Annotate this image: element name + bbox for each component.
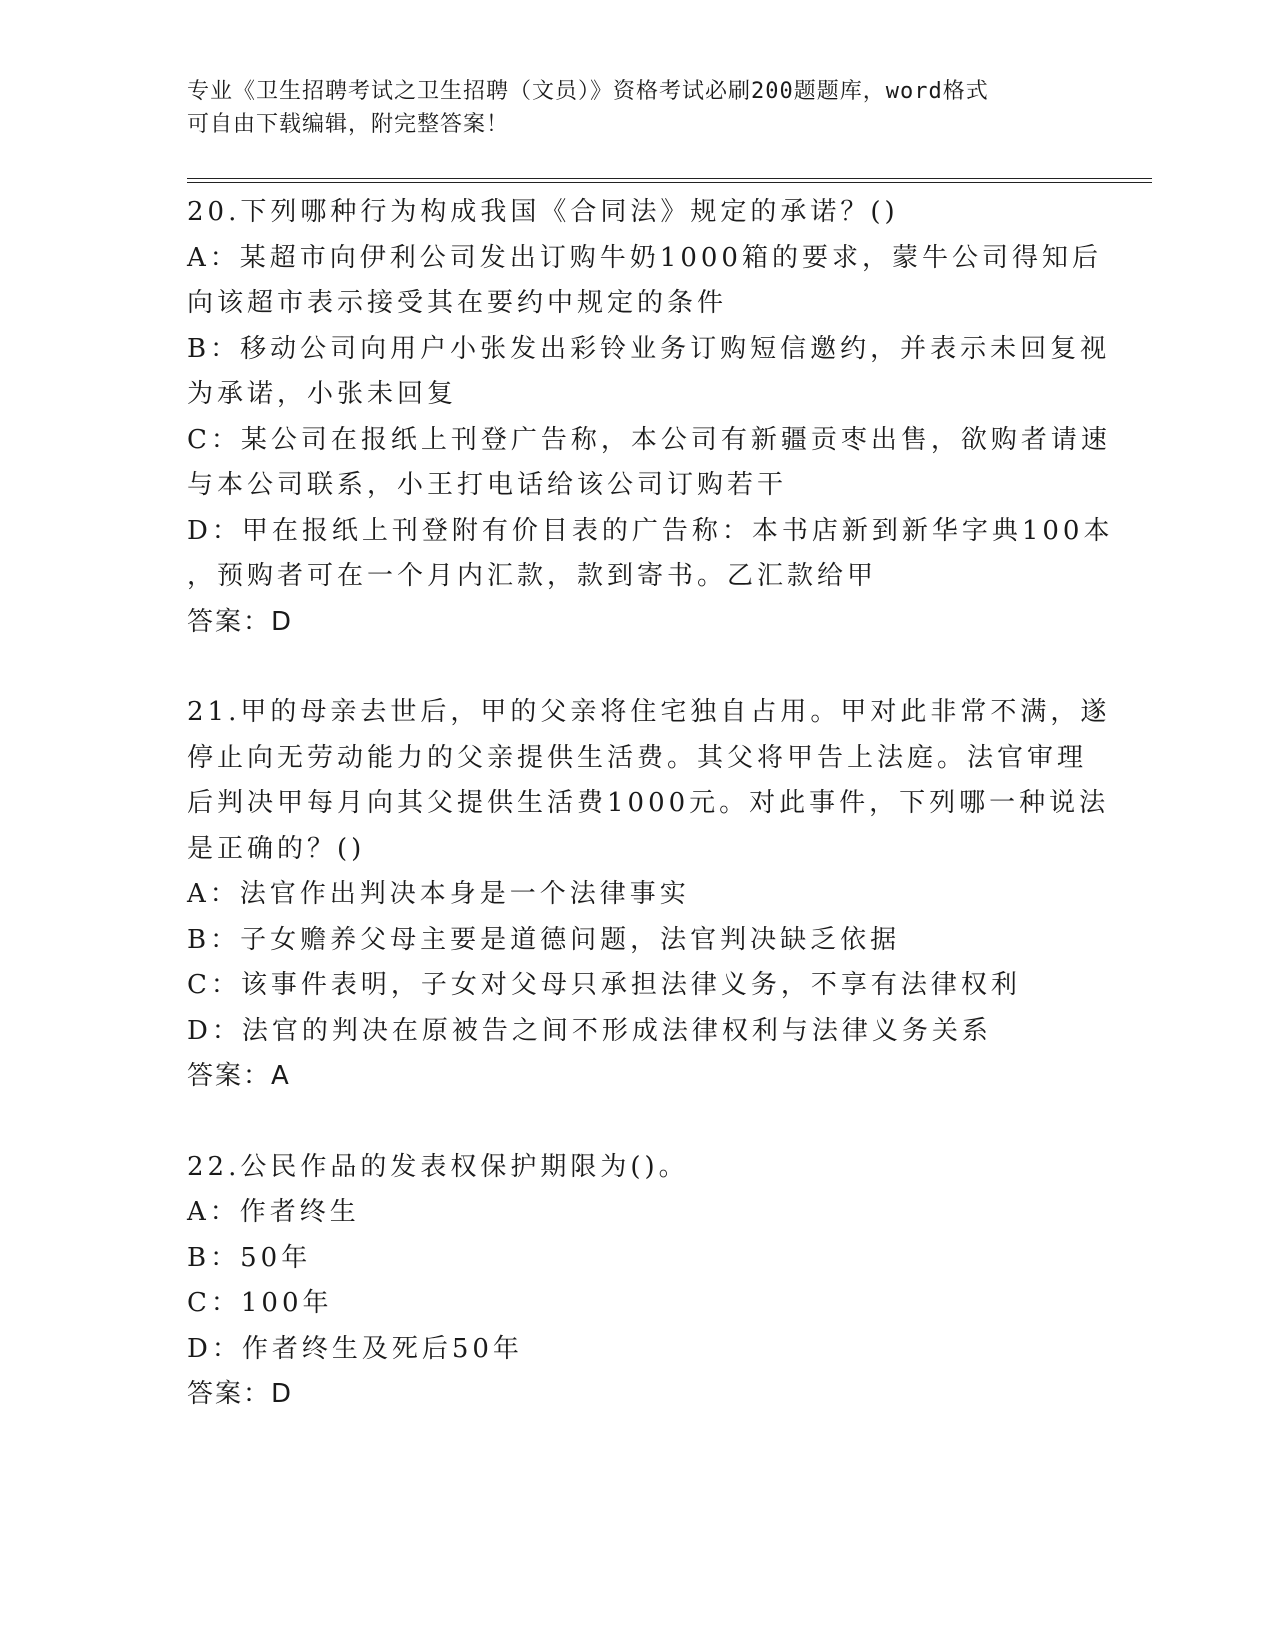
header-line-2: 可自由下载编辑，附完整答案！ (187, 112, 510, 137)
question-stem: 22.公民作品的发表权保护期限为()。 (187, 1151, 689, 1182)
question-spacer (187, 645, 1087, 690)
option-d: D：法官的判决在原被告之间不形成法律权利与法律义务关系 (187, 1015, 992, 1046)
option-a: A：作者终生 (187, 1197, 360, 1227)
option-d-continued: ，预购者可在一个月内汇款，款到寄书。乙汇款给甲 (187, 561, 878, 591)
document-header (187, 75, 1087, 141)
header-divider-top (187, 178, 1152, 179)
answer-label: 答案：D (187, 1379, 294, 1409)
header-divider-bottom (187, 182, 1152, 183)
question-stem-continued: 是正确的？() (187, 833, 366, 864)
option-c: C：某公司在报纸上刊登广告称，本公司有新疆贡枣出售，欲购者请速 (187, 424, 1111, 455)
option-a: A：法官作出判决本身是一个法律事实 (187, 879, 690, 909)
question-list (187, 190, 1114, 1418)
option-b: B：50年 (187, 1242, 312, 1273)
question-22 (187, 1145, 1087, 1418)
question-stem-continued: 停止向无劳动能力的父亲提供生活费。其父将甲告上法庭。法官审理 (187, 742, 1088, 773)
option-c-continued: 与本公司联系，小王打电话给该公司订购若干 (187, 470, 788, 500)
option-a-continued: 向该超市表示接受其在要约中规定的条件 (187, 288, 728, 318)
question-20 (187, 190, 1114, 645)
answer-label: 答案：A (187, 1061, 291, 1091)
question-stem: 20.下列哪种行为构成我国《合同法》规定的承诺？() (187, 197, 899, 227)
option-b: B：子女赡养父母主要是道德问题，法官判决缺乏依据 (187, 924, 901, 955)
question-stem: 21.甲的母亲去世后，甲的父亲将住宅独自占用。甲对此非常不满，遂 (187, 697, 1111, 727)
option-c: C：100年 (187, 1288, 333, 1318)
option-c: C：该事件表明，子女对父母只承担法律义务，不享有法律权利 (187, 970, 1021, 1000)
header-line-1: 专业《卫生招聘考试之卫生招聘（文员）》资格考试必刷200题题库，word格式 (187, 79, 989, 104)
question-21 (187, 690, 1111, 1100)
question-spacer (187, 1100, 1087, 1145)
option-d: D：甲在报纸上刊登附有价目表的广告称：本书店新到新华字典100本 (187, 515, 1114, 546)
option-b-continued: 为承诺，小张未回复 (187, 379, 458, 409)
option-b: B：移动公司向用户小张发出彩铃业务订购短信邀约，并表示未回复视 (187, 333, 1111, 364)
answer-label: 答案：D (187, 606, 294, 637)
option-a: A：某超市向伊利公司发出订购牛奶1000箱的要求，蒙牛公司得知后 (187, 242, 1102, 273)
question-stem-continued: 后判决甲每月向其父提供生活费1000元。对此事件，下列哪一种说法 (187, 788, 1110, 818)
option-d: D：作者终生及死后50年 (187, 1333, 523, 1364)
